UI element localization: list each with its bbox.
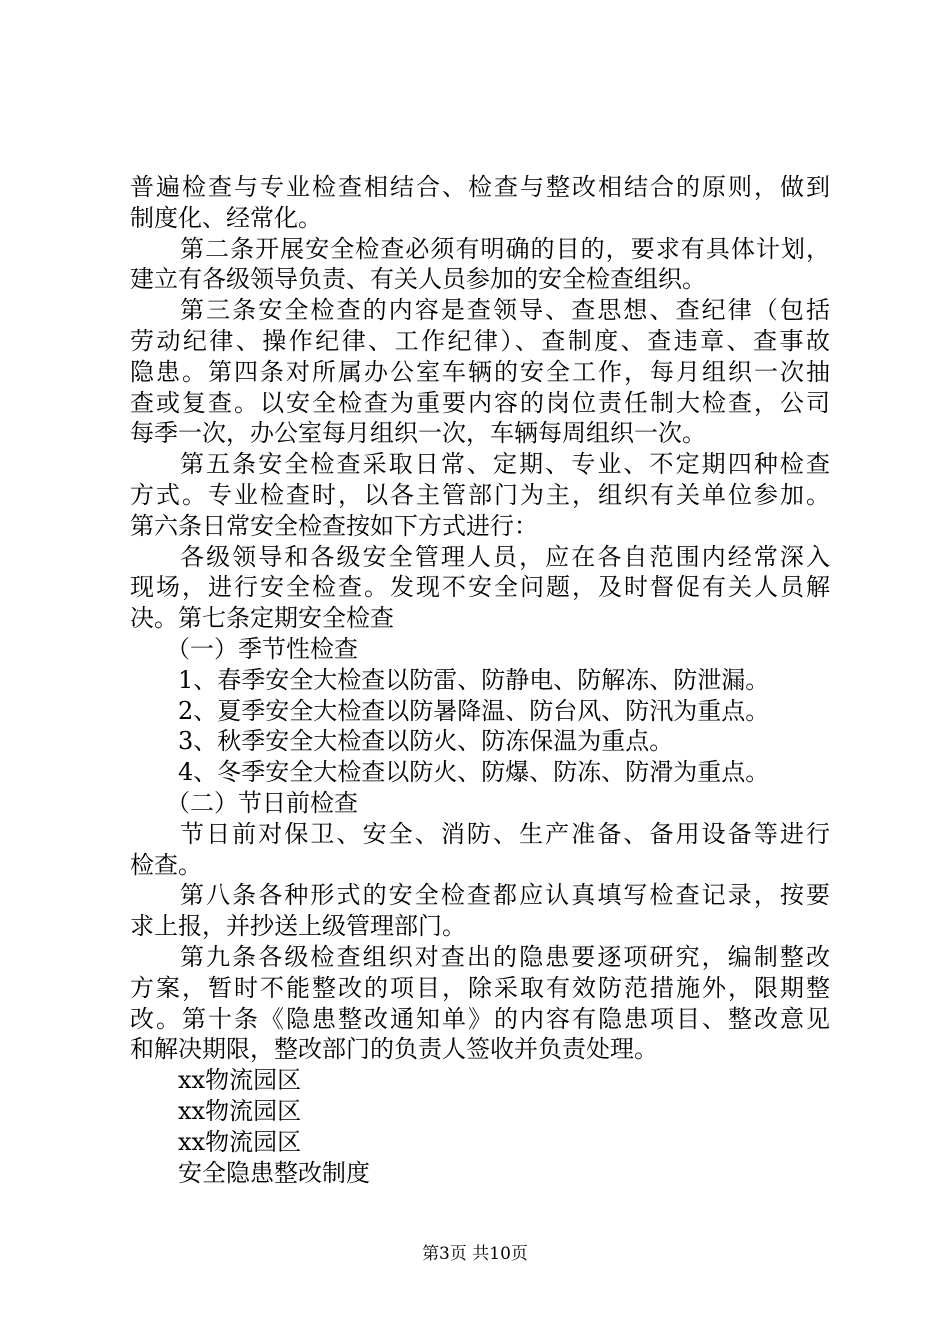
text-line: 3、秋季安全大检查以防火、防冻保温为重点。 [178,727,674,756]
text-line: 查或复查。以安全检查为重要内容的岗位责任制大检查，公司 [130,388,830,417]
text-line: 建立有各级领导负责、有关人员参加的安全检查组织。 [130,265,706,294]
text-line: 隐患。第四条对所属办公室车辆的安全工作，每月组织一次抽 [130,357,830,386]
text-line: 1、春季安全大检查以防雷、防静电、防解冻、防泄漏。 [178,665,770,694]
text-line: 第六条日常安全检查按如下方式进行： [130,511,538,540]
text-line: 和解决期限，整改部门的负责人签收并负责处理。 [130,1035,658,1064]
text-line: 方案，暂时不能整改的项目，除采取有效防范措施外，限期整 [130,973,830,1002]
text-line: （二）节日前检查 [166,788,358,817]
text-line: 决。第七条定期安全检查 [130,604,394,633]
text-line: 第二条开展安全检查必须有明确的目的，要求有具体计划， [180,234,830,263]
page-number-footer: 第3页 共10页 [422,1244,528,1264]
text-line: 改。第十条《隐患整改通知单》的内容有隐患项目、整改意见 [130,1004,830,1033]
text-line: 各级领导和各级安全管理人员，应在各自范围内经常深入 [180,542,830,571]
text-line: 普遍检查与专业检查相结合、检查与整改相结合的原则，做到 [130,173,830,201]
text-line: xx物流园区 [178,1127,302,1156]
text-line: 制度化、经常化。 [130,203,322,232]
text-line: 4、冬季安全大检查以防火、防爆、防冻、防滑为重点。 [178,758,770,787]
document-body [130,172,830,1188]
text-line: 检查。 [130,850,202,879]
text-line: 第九条各级检查组织对查出的隐患要逐项研究，编制整改 [180,942,830,971]
text-line: 第八条各种形式的安全检查都应认真填写检查记录，按要 [180,881,830,910]
text-line: 第五条安全检查采取日常、定期、专业、不定期四种检查 [180,450,830,479]
text-line: 现场，进行安全检查。发现不安全问题，及时督促有关人员解 [130,573,830,602]
text-line: 每季一次，办公室每月组织一次，车辆每周组织一次。 [130,419,706,448]
text-line: 安全隐患整改制度 [178,1158,370,1187]
text-line: 方式。专业检查时，以各主管部门为主，组织有关单位参加。 [130,480,830,509]
text-line: （一）季节性检查 [166,634,358,663]
text-line: 劳动纪律、操作纪律、工作纪律）、查制度、查违章、查事故 [130,326,830,355]
text-line: 第三条安全检查的内容是查领导、查思想、查纪律（包括 [180,296,830,325]
text-line: 节日前对保卫、安全、消防、生产准备、备用设备等进行 [180,819,830,848]
text-line: 求上报，并抄送上级管理部门。 [130,912,466,941]
text-line: xx物流园区 [178,1066,302,1095]
text-line: xx物流园区 [178,1096,302,1125]
text-line: 2、夏季安全大检查以防暑降温、防台风、防汛为重点。 [178,696,770,725]
